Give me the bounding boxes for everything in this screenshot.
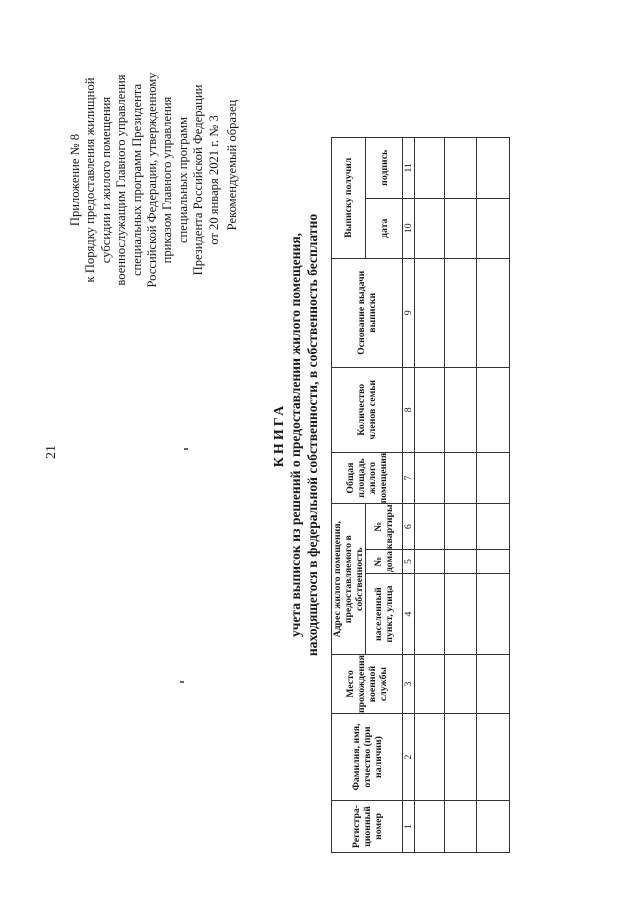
appendix-line: военнослужащим Главного управления [114, 74, 129, 286]
header-cell [332, 452, 403, 504]
table-cell[interactable] [415, 801, 445, 853]
header-cell [332, 367, 403, 452]
table-cell[interactable] [477, 137, 510, 198]
table-cell[interactable] [415, 550, 445, 574]
header-cell [366, 550, 403, 574]
table-cell[interactable] [477, 452, 510, 504]
book-title: КНИГА [272, 402, 287, 468]
appendix-line: Приложение № 8 [68, 133, 82, 227]
table-cell[interactable] [445, 550, 477, 574]
table-cell[interactable] [415, 574, 445, 655]
scan-mark [180, 681, 184, 683]
title-line-1: учета выписок из решений о предоставлении жилого помещения, [288, 232, 303, 638]
column-number: 9 [403, 258, 415, 367]
header-service-place: Место прохождения военной службы [345, 655, 389, 713]
header-cell [366, 137, 403, 198]
register-table [331, 137, 510, 853]
table-cell[interactable] [445, 714, 477, 801]
table-row [415, 137, 445, 852]
header-cell [332, 714, 403, 801]
column-number: 3 [403, 655, 415, 714]
table-cell[interactable] [415, 258, 445, 367]
header-cell [332, 504, 366, 655]
appendix-line: специальных программ [175, 116, 190, 244]
header-address-group: Адрес жилого помещения, предоставляемого в собственность [332, 520, 365, 638]
page-number: 21 [44, 445, 59, 459]
scan-mark [184, 448, 188, 450]
table-cell[interactable] [445, 574, 477, 655]
appendix-line: к Порядку предоставления жилищной [83, 77, 98, 283]
column-number: 7 [403, 452, 415, 504]
table-cell[interactable] [415, 452, 445, 504]
table-cell[interactable] [445, 504, 477, 550]
recommended-sample-label: Рекомендуемый образец [225, 99, 239, 231]
column-number: 10 [403, 198, 415, 258]
title-line-2: находящегося в федеральной собственности, в собственность бесплатно [304, 213, 320, 657]
header-cell [366, 198, 403, 258]
column-number: 11 [403, 137, 415, 198]
header-received-group: Выписку получил [343, 157, 354, 238]
header-locality: населенный пункт, улица [373, 585, 395, 643]
table-cell[interactable] [415, 198, 445, 258]
appendix-line: от 20 января 2021 г. № 3 [206, 115, 221, 245]
header-house-no: № дома [373, 550, 395, 573]
table-cell[interactable] [477, 655, 510, 714]
table-cell[interactable] [477, 714, 510, 801]
appendix-line: Российской Федерации, утвержденному [145, 72, 160, 288]
header-cell [366, 574, 403, 655]
table-cell[interactable] [445, 801, 477, 853]
header-date: дата [378, 218, 390, 238]
table-cell[interactable] [477, 198, 510, 258]
table-cell[interactable] [477, 504, 510, 550]
table-cell[interactable] [415, 367, 445, 452]
appendix-block [68, 10, 222, 350]
table-cell[interactable] [445, 655, 477, 714]
table-cell[interactable] [477, 801, 510, 853]
appendix-line: Президента Российской Федерации [191, 84, 206, 276]
header-signature: подпись [378, 149, 390, 186]
header-cell [332, 801, 403, 853]
header-total-area: Общая площадь жилого помещения [345, 452, 389, 504]
column-number: 6 [403, 504, 415, 550]
table-cell[interactable] [445, 258, 477, 367]
column-number-row [403, 137, 415, 852]
header-full-name: Фамилия, имя, отчество (при наличии) [350, 723, 384, 791]
table-cell[interactable] [415, 655, 445, 714]
table-cell[interactable] [445, 137, 477, 198]
header-family-count: Количество членов семьи [356, 379, 378, 440]
header-cell [332, 258, 403, 367]
header-row [332, 137, 366, 852]
table-cell[interactable] [445, 367, 477, 452]
header-cell [366, 504, 403, 550]
header-apartment-no: № квартиры [373, 504, 395, 550]
appendix-line: специальных программ Президента [129, 83, 144, 277]
table-cell[interactable] [445, 452, 477, 504]
table-cell[interactable] [415, 137, 445, 198]
header-cell [332, 655, 403, 714]
column-number: 1 [403, 801, 415, 853]
table-row [477, 137, 510, 852]
table-row [445, 137, 477, 852]
column-number: 2 [403, 714, 415, 801]
table-cell[interactable] [415, 504, 445, 550]
table-cell[interactable] [477, 574, 510, 655]
table-cell[interactable] [415, 714, 445, 801]
column-number: 4 [403, 574, 415, 655]
table-cell[interactable] [445, 198, 477, 258]
header-cell [332, 137, 366, 258]
appendix-line: приказом Главного управления [160, 96, 175, 264]
column-number: 5 [403, 550, 415, 574]
header-issue-basis: Основание выдачи выписки [356, 270, 378, 355]
table-cell[interactable] [477, 367, 510, 452]
document-title [271, 105, 321, 765]
column-number: 8 [403, 367, 415, 452]
appendix-line: субсидии и жилого помещения [98, 96, 113, 264]
table-cell[interactable] [477, 258, 510, 367]
header-reg-number: Регистра-ционный номер [350, 804, 384, 849]
table-cell[interactable] [477, 550, 510, 574]
